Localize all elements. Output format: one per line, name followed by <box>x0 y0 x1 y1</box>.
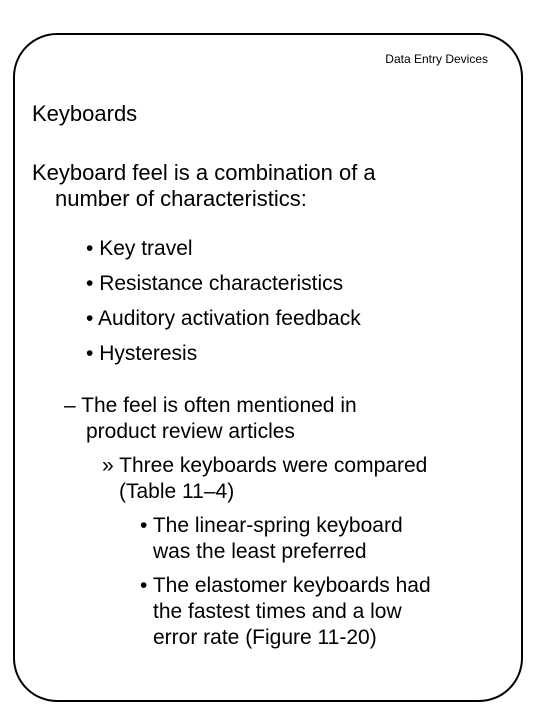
slide-header: Data Entry Devices <box>385 52 488 66</box>
list-item <box>86 336 361 371</box>
list-item <box>86 301 361 336</box>
finding-line-3: error rate (Figure 11-20) <box>153 626 377 649</box>
list-item-text: Resistance characteristics <box>99 272 344 295</box>
list-item <box>86 266 361 301</box>
list-item <box>86 231 361 266</box>
finding-line-2: was the least preferred <box>153 540 367 563</box>
dash-item-line-1: The feel is often mentioned in <box>81 394 357 417</box>
finding-line-2: the fastest times and a low <box>153 600 402 623</box>
slide-title: Keyboards <box>32 101 138 126</box>
list-item-text: Key travel <box>99 237 193 260</box>
bullet-marker: • <box>140 574 148 597</box>
dash-item <box>64 393 357 445</box>
list-item <box>140 513 431 565</box>
raquo-item-line-1: Three keyboards were compared <box>119 454 428 477</box>
raquo-marker: » <box>102 454 114 477</box>
dash-item-line-2: product review articles <box>86 420 295 443</box>
keyboard-findings-list <box>140 513 431 659</box>
finding-line-1: The elastomer keyboards had <box>152 574 431 597</box>
raquo-item-line-2: (Table 11–4) <box>119 480 235 503</box>
lead-line-1: Keyboard feel is a combination of a <box>32 160 376 185</box>
bullet-marker: • <box>86 237 94 260</box>
lead-line-2: number of characteristics: <box>55 186 307 211</box>
bullet-marker: • <box>86 307 94 330</box>
raquo-item <box>102 453 427 505</box>
characteristics-list <box>86 231 361 371</box>
dash-marker: – <box>64 394 76 417</box>
list-item <box>140 573 431 651</box>
finding-line-1: The linear-spring keyboard <box>152 514 403 537</box>
bullet-marker: • <box>86 272 94 295</box>
bullet-marker: • <box>140 514 148 537</box>
list-item-text: Auditory activation feedback <box>98 307 361 330</box>
bullet-marker: • <box>86 342 94 365</box>
list-item-text: Hysteresis <box>99 342 198 365</box>
lead-paragraph <box>32 160 492 212</box>
